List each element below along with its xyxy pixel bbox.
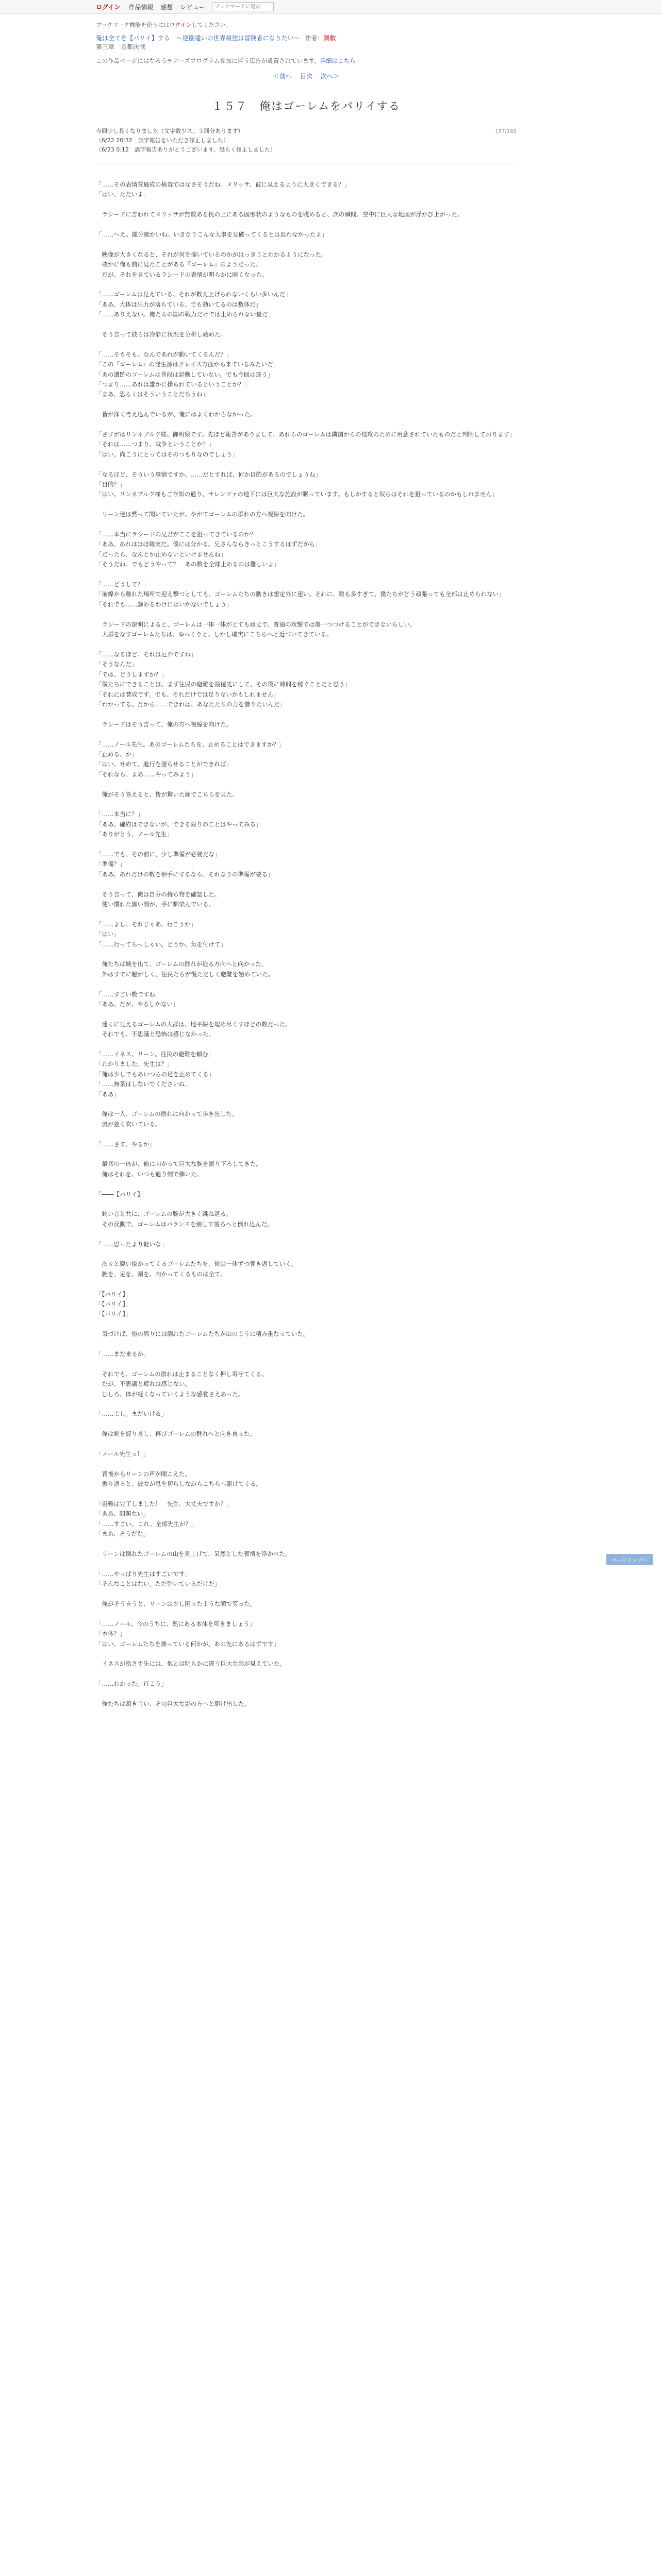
- body-paragraph: 「ああ、問題ない」: [96, 1510, 150, 1518]
- blank-line: [96, 1319, 517, 1329]
- blank-line: [96, 1199, 517, 1209]
- preface-line: （6/23 0:12 誤字報告ありがとうございます。恐らく修正しました）: [96, 146, 276, 153]
- body-paragraph: 映像が大きくなると、それが何を描いているのかがはっきりとわかるようになった。: [96, 250, 327, 258]
- notice-text-after: してください。: [191, 22, 231, 28]
- body-paragraph: 「ああ」: [96, 1090, 120, 1098]
- body-paragraph: 「……その表情普通成の検査ではなさそうだね。メリッサ、彼に見えるように大きくできる？」: [96, 181, 351, 188]
- body-paragraph: 俺は剣を握り直し、再びゴーレムの群れへと向き直った。: [96, 1430, 256, 1438]
- blank-line: [96, 779, 517, 789]
- author-link[interactable]: 鍋敷: [323, 35, 336, 42]
- blank-line: [96, 879, 517, 889]
- body-paragraph: 「……行ってらっしゃい。どうか、気を付けて」: [96, 940, 226, 948]
- body-paragraph: 「それなら、まあ……やってみよう」: [96, 770, 197, 778]
- body-paragraph: 「……そもそも、なんであれが動いてくるんだ？」: [96, 350, 233, 358]
- chapter-name: 第三章 首都決戦: [96, 43, 146, 50]
- body-paragraph: 「つまり……あれは誰かに操られているということか？」: [96, 381, 250, 388]
- blank-line: [96, 500, 517, 510]
- nav-work-info[interactable]: 作品情報: [128, 3, 154, 11]
- body-paragraph: 「ああ、大体は出力が落ちている。でも動いてるのは数体だ」: [96, 300, 262, 308]
- blank-line: [96, 1129, 517, 1139]
- body-paragraph: 「……すごい。これ、全部先生が？」: [96, 1520, 197, 1528]
- body-paragraph: 「わかってる。だから……できれば、あなたたちの力を借りたいんだ」: [96, 700, 286, 708]
- body-paragraph: リーン達は黙って聞いていたが、やがてゴーレムの群れの方へ視線を向けた。: [96, 511, 309, 518]
- body-paragraph: 確かに俺も前に見たことがある『ゴーレム』のようだった。: [96, 261, 262, 268]
- body-paragraph: 「まあ、恐らくはそういうことだろうね」: [96, 391, 209, 398]
- body-paragraph: だが、不思議と疲れは感じない。: [96, 1380, 191, 1388]
- notice-login-link[interactable]: ログイン: [169, 22, 192, 28]
- body-paragraph: 俺がそう答えると、皆が驚いた顔でこちらを見た。: [96, 790, 238, 798]
- body-paragraph: 「それでも……諦めるわけにはいかないでしょう」: [96, 600, 233, 608]
- blank-line: [96, 800, 517, 809]
- body-paragraph: 鈍い音と共に、ゴーレムの腕が大きく跳ね返る。: [96, 1210, 232, 1218]
- body-paragraph: 腕を、足を、頭を。向かってくるものは全て。: [96, 1270, 226, 1278]
- body-paragraph: 「本体？」: [96, 1630, 126, 1638]
- body-paragraph: だが、それを見ているラシードの表情が明らかに暗くなった。: [96, 270, 268, 278]
- body-paragraph: そう言って、俺は自分の持ち物を確認した。: [96, 890, 221, 898]
- body-paragraph: その反動で、ゴーレムはバランスを崩して後ろへと倒れ込んだ。: [96, 1220, 273, 1228]
- body-paragraph: 俺は一人、ゴーレムの群れに向かって歩き出した。: [96, 1110, 238, 1118]
- body-paragraph: 「はい、向こうにとってはそのつもりなのでしょう」: [96, 450, 238, 458]
- body-paragraph: 俺はそれを、いつも通り剣で弾いた。: [96, 1170, 203, 1178]
- body-paragraph: 「そんなことはない。ただ弾いているだけだ」: [96, 1580, 221, 1588]
- blank-line: [96, 1539, 517, 1549]
- body-paragraph: 「……すごい数ですね」: [96, 990, 161, 998]
- body-paragraph: 「……よし。それじゃあ、行こうか」: [96, 920, 197, 928]
- blank-line: [96, 730, 517, 739]
- nav-review[interactable]: レビュー: [180, 3, 205, 11]
- body-paragraph: 使い慣れた黒い剣が、手に馴染んでいる。: [96, 900, 214, 908]
- blank-line: [96, 1419, 517, 1429]
- blank-line: [96, 1559, 517, 1569]
- body-paragraph: 「僕たちにできることは、まず住民の避難を最優先にして、その後に時間を稼ぐことだと思う」: [96, 681, 351, 688]
- body-paragraph: 「……無茶はしないでくださいね」: [96, 1080, 191, 1088]
- body-paragraph: イネスが指さす先には、他とは明らかに違う巨大な影が見えていた。: [96, 1660, 286, 1668]
- body-paragraph: そう言って彼らは冷静に状況を分析し始めた。: [96, 331, 226, 338]
- body-paragraph: 大群をなすゴーレムたちは、ゆっくりと、しかし確実にこちらへと近づいてきている。: [96, 631, 333, 638]
- body-paragraph: 「はい。リンネブルグ様もご存知の通り、サレンツァの地下には巨大な施設が眠っています。もしかすると奴らはそれを狙っているのかもしれません」: [96, 490, 498, 498]
- nav-impressions[interactable]: 感想: [160, 3, 173, 11]
- body-paragraph: 「わかりました。先生は？」: [96, 1060, 173, 1068]
- body-paragraph: 俺たちは頷き合い、その巨大な影の方へと駆け出した。: [96, 1700, 250, 1707]
- body-paragraph: 背後からリーンの声が聞こえた。: [96, 1470, 191, 1478]
- ad-info: [96, 57, 517, 65]
- body-paragraph: 「はい」: [96, 930, 120, 938]
- body-paragraph: 「……思ったより軽いな」: [96, 1240, 167, 1248]
- body-paragraph: 次々と襲い掛かってくるゴーレムたちを、俺は一体ずつ弾き返していく。: [96, 1260, 297, 1268]
- novel-body: [96, 180, 517, 1709]
- body-paragraph: 「止める、か」: [96, 750, 138, 758]
- blank-line: [96, 1359, 517, 1369]
- blank-line: [96, 200, 517, 210]
- notice-text-before: ブックマーク機能を使うには: [96, 22, 170, 28]
- body-paragraph: 「準備？」: [96, 860, 126, 868]
- body-paragraph: 「それは……つまり、戦争ということか？」: [96, 440, 214, 448]
- page-number: 157/168: [495, 129, 517, 134]
- novel-main: [96, 34, 517, 1709]
- blank-line: [96, 1099, 517, 1109]
- blank-line: [96, 1589, 517, 1599]
- body-paragraph: 「……本当にラシードの兄君がここを狙ってきているのか？」: [96, 531, 262, 538]
- series-title-link[interactable]: 俺は全てを【パリイ】する ～逆勘違いの世界最強は冒険者になりたい～: [96, 35, 300, 42]
- body-paragraph: 「【パリイ】」: [96, 1310, 131, 1318]
- body-paragraph: 「はい。せめて、進行を遅らせることができれば」: [96, 760, 232, 768]
- blank-line: [96, 1459, 517, 1469]
- body-paragraph: 皆が深く考え込んでいるが、俺にはよくわからなかった。: [96, 411, 256, 418]
- blank-line: [96, 840, 517, 850]
- preface-line: 今回少し長くなりました（文字数少ス、３回分あります）: [96, 128, 244, 134]
- body-paragraph: 「あの遺跡のゴーレムは普段は起動していない。でも今回は違う」: [96, 370, 274, 378]
- blank-line: [96, 320, 517, 330]
- blank-line: [96, 460, 517, 469]
- body-paragraph: 「では、どうしますか？」: [96, 670, 167, 678]
- blank-line: [96, 220, 517, 230]
- body-paragraph: 「ああ。だが、やるしかない」: [96, 1000, 179, 1008]
- body-paragraph: 「ああ。あれはほぼ確実だ。僕には分かる。兄さんならきっとこうするはずだから」: [96, 540, 321, 548]
- blank-line: [96, 1009, 517, 1019]
- body-paragraph: 「そうだね。でもどうやって？ あの数を全部止めるのは難しいよ」: [96, 561, 280, 568]
- body-paragraph: 俺がそう言うと、リーンは少し困ったような顔で笑った。: [96, 1600, 256, 1607]
- body-paragraph: 「ノール先生っ！」: [96, 1450, 149, 1458]
- ad-info-text: この作品ページにはなろうチアーズプログラム参加に伴う広告が設置されています。: [96, 57, 320, 64]
- body-paragraph: 気づけば、俺の周りには倒れたゴーレムたちが山のように積み重なっていた。: [96, 1330, 309, 1338]
- body-paragraph: 「前線から離れた場所で迎え撃つとしても、ゴーレムたちの動きは想定外に速い。それに、数も多すぎて、僕たちがどう頑張っても全部は止められない」: [96, 590, 505, 598]
- blank-line: [96, 1229, 517, 1239]
- blank-line: [96, 1689, 517, 1699]
- body-paragraph: 「……なるほど。それは厄介ですね」: [96, 650, 197, 658]
- blank-line: [96, 1649, 517, 1659]
- author-label: 作者：: [305, 35, 324, 42]
- blank-line: [96, 420, 517, 430]
- body-paragraph: 「……ゴーレムは見えている。それが数え上げられないくらい多いんだ」: [96, 291, 291, 298]
- blank-line: [96, 979, 517, 989]
- body-paragraph: 「ああ。あれだけの数を相手にするなら、それなりの準備が要る」: [96, 870, 274, 878]
- body-paragraph: 「避難は完了しました！ 先生、大丈夫ですか？」: [96, 1500, 233, 1507]
- bookmark-input[interactable]: [212, 2, 274, 11]
- body-paragraph: 「はい。ゴーレムたちを操っている何かが、あの先にあるはずです」: [96, 1640, 280, 1648]
- blank-line: [96, 1489, 517, 1499]
- login-link[interactable]: ログイン: [96, 3, 121, 11]
- blank-line: [96, 1149, 517, 1159]
- blank-line: [96, 1279, 517, 1289]
- body-paragraph: 俺たちは城を出て、ゴーレムの群れが迫る方向へと向かった。: [96, 960, 268, 968]
- blank-line: [96, 909, 517, 919]
- blank-line: [96, 240, 517, 249]
- body-paragraph: 「……さて、やるか」: [96, 1140, 155, 1148]
- blank-line: [96, 1179, 517, 1189]
- chapter-title: １５７ 俺はゴーレムをパリイする: [212, 100, 401, 112]
- body-paragraph: 「……わかった。行こう」: [96, 1680, 167, 1688]
- body-paragraph: ラシードはそう言って、俺の方へ視線を向けた。: [96, 720, 233, 728]
- prev-link[interactable]: ＜前へ: [273, 73, 292, 80]
- body-paragraph: 「……でも、その前に、少し準備が必要だな」: [96, 850, 221, 858]
- body-paragraph: 「さすがはリンネブルグ様。御明察です。先ほど報告がありまして、あれらのゴーレムは隣国からの侵攻のために用意されていたものだと判明しております」: [96, 431, 516, 438]
- body-paragraph: 「……ありえない。俺たちの国の戦力だけでは止められない量だ」: [96, 311, 274, 318]
- toc-link[interactable]: 目次: [300, 73, 312, 80]
- body-paragraph: 「はい、ただいま」: [96, 191, 150, 198]
- body-paragraph: 「それには賛成です。でも、それだけでは足りないかもしれません」: [96, 690, 279, 698]
- body-paragraph: リーンは倒れたゴーレムの山を見上げて、呆然とした表情を浮かべた。: [96, 1550, 291, 1557]
- body-paragraph: 「なるほど、そういう事情ですか。……だとすれば、何か目的があるのでしょうね」: [96, 470, 321, 478]
- blank-line: [96, 340, 517, 349]
- body-paragraph: 「……よし。まだいける」: [96, 1410, 167, 1418]
- body-paragraph: 「目的？」: [96, 481, 126, 488]
- blank-line: [96, 1609, 517, 1619]
- body-paragraph: 「ありがとう、ノール先生」: [96, 831, 173, 838]
- pager-top: [96, 72, 517, 80]
- page-top-button[interactable]: ページトップへ: [606, 1554, 653, 1565]
- body-paragraph: 最初の一体が、俺に向かって巨大な腕を振り下ろしてきた。: [96, 1160, 262, 1168]
- body-paragraph: 風が強く吹いている。: [96, 1120, 161, 1128]
- body-paragraph: 「俺は少しでもあいつらの足を止めてくる」: [96, 1070, 214, 1078]
- blank-line: [96, 1439, 517, 1449]
- ad-info-link[interactable]: 詳細はこちら: [320, 57, 356, 64]
- body-paragraph: ラシードに言われてメリッサが無数ある机の上にある図形状のようなものを眺めると、次の瞬間、空中に巨大な地図が浮かび上がった。: [96, 211, 464, 218]
- body-paragraph: それでも、ゴーレムの群れは止まることなく押し寄せてくる。: [96, 1370, 268, 1378]
- body-paragraph: 「まあ、そうだな」: [96, 1530, 150, 1538]
- body-paragraph: 「【パリイ】」: [96, 1300, 131, 1308]
- body-paragraph: むしろ、体が軽くなっていくような感覚さえあった。: [96, 1390, 244, 1398]
- blank-line: [96, 400, 517, 410]
- body-paragraph: 「……ノール。今のうちに、奥にある本体を叩きましょう」: [96, 1620, 256, 1628]
- series-line: [96, 34, 517, 43]
- body-paragraph: 「……ノール先生。あのゴーレムたちを、止めることはできますか？」: [96, 740, 285, 748]
- blank-line: [96, 280, 517, 290]
- body-paragraph: 「……イネス、リーン。住民の避難を頼む」: [96, 1050, 214, 1058]
- body-paragraph: 「……どうして？」: [96, 581, 150, 588]
- bookmark-notice: [96, 21, 231, 29]
- body-paragraph: 「そうなんだ」: [96, 660, 138, 668]
- blank-line: [96, 1399, 517, 1409]
- body-paragraph: 外はすでに騒がしく、住民たちが慌ただしく避難を始めていた。: [96, 970, 274, 978]
- body-paragraph: 「……ヘえ。随分細かいね。いきなりこんな大事を見破ってくるとは思わなかったよ」: [96, 231, 328, 238]
- body-paragraph: 「だったら、なんとか止めないといけませんね」: [96, 550, 226, 558]
- body-paragraph: 「……まだ来るか」: [96, 1350, 150, 1358]
- blank-line: [96, 1249, 517, 1259]
- preface-line: （6/22 20:32 誤字報告をいただき修正しました）: [96, 137, 229, 144]
- blank-line: [96, 520, 517, 530]
- blank-line: [96, 609, 517, 619]
- body-paragraph: 「【パリイ】」: [96, 1290, 131, 1298]
- blank-line: [96, 1669, 517, 1679]
- blank-line: [96, 709, 517, 719]
- body-paragraph: 「……やっぱり先生はすごいです」: [96, 1570, 191, 1578]
- body-paragraph: 「ああ。確約はできないが、できる限りのことはやってみる」: [96, 820, 262, 828]
- body-paragraph: 振り返ると、彼女が息を切らしながらこちらへ駆けてくる。: [96, 1480, 262, 1488]
- blank-line: [96, 1340, 517, 1349]
- next-link[interactable]: 次へ＞: [320, 73, 339, 80]
- body-paragraph: 「――【パリイ】」: [96, 1190, 146, 1198]
- body-paragraph: ラシードの説明によると、ゴーレムは一体一体がとても頑丈で、普通の攻撃では傷一つつけることができないらしい。: [96, 620, 416, 628]
- top-navigation-bar: [0, 0, 662, 14]
- blank-line: [96, 1040, 517, 1049]
- preface: [96, 127, 517, 155]
- blank-line: [96, 639, 517, 649]
- body-paragraph: 遠くに見えるゴーレムの大群は、地平線を埋め尽くすほどの数だった。: [96, 1020, 291, 1028]
- blank-line: [96, 950, 517, 959]
- body-paragraph: それでも、不思議と恐怖は感じなかった。: [96, 1030, 214, 1038]
- blank-line: [96, 570, 517, 580]
- body-paragraph: 「……本当に？」: [96, 810, 143, 818]
- body-paragraph: 「この『ゴーレム』の発生源はクレイス方面から来ているみたいだ」: [96, 361, 279, 368]
